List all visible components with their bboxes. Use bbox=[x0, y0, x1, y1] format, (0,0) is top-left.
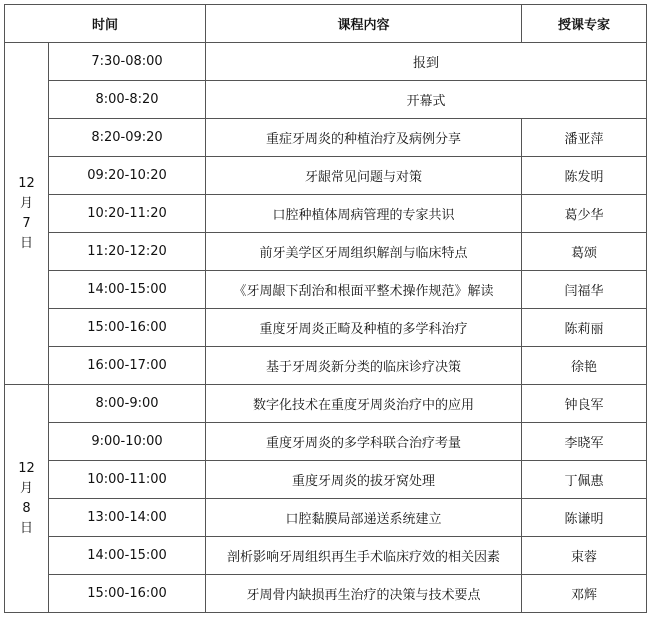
table-row bbox=[5, 43, 647, 81]
speaker-cell: 潘亚萍 bbox=[522, 119, 647, 157]
time-cell: 11:20-12:20 bbox=[49, 233, 206, 271]
table-row bbox=[5, 461, 647, 499]
course-cell: 《牙周龈下刮治和根面平整术操作规范》解读 bbox=[206, 271, 522, 309]
table-row bbox=[5, 233, 647, 271]
course-cell: 开幕式 bbox=[206, 81, 647, 119]
time-cell: 16:00-17:00 bbox=[49, 347, 206, 385]
time-cell: 09:20-10:20 bbox=[49, 157, 206, 195]
speaker-cell: 葛颂 bbox=[522, 233, 647, 271]
speaker-cell: 闫福华 bbox=[522, 271, 647, 309]
header-course: 课程内容 bbox=[206, 5, 522, 43]
speaker-cell: 束蓉 bbox=[522, 537, 647, 575]
speaker-cell: 丁佩惠 bbox=[522, 461, 647, 499]
table-row bbox=[5, 385, 647, 423]
time-cell: 10:00-11:00 bbox=[49, 461, 206, 499]
course-cell: 剖析影响牙周组织再生手术临床疗效的相关因素 bbox=[206, 537, 522, 575]
course-cell: 报到 bbox=[206, 43, 647, 81]
course-cell: 重症牙周炎的种植治疗及病例分享 bbox=[206, 119, 522, 157]
time-cell: 8:00-9:00 bbox=[49, 385, 206, 423]
header-speaker: 授课专家 bbox=[522, 5, 647, 43]
time-cell: 10:20-11:20 bbox=[49, 195, 206, 233]
time-cell: 15:00-16:00 bbox=[49, 575, 206, 613]
course-cell: 重度牙周炎的多学科联合治疗考量 bbox=[206, 423, 522, 461]
time-cell: 8:00-8:20 bbox=[49, 81, 206, 119]
course-cell: 基于牙周炎新分类的临床诊疗决策 bbox=[206, 347, 522, 385]
day-label-dec7: 12 月 7 日 bbox=[5, 43, 49, 385]
time-cell: 9:00-10:00 bbox=[49, 423, 206, 461]
table-row bbox=[5, 271, 647, 309]
course-cell: 口腔种植体周病管理的专家共识 bbox=[206, 195, 522, 233]
course-cell: 重度牙周炎正畸及种植的多学科治疗 bbox=[206, 309, 522, 347]
course-cell: 口腔黏膜局部递送系统建立 bbox=[206, 499, 522, 537]
table-row bbox=[5, 81, 647, 119]
speaker-cell: 徐艳 bbox=[522, 347, 647, 385]
header-row bbox=[5, 5, 647, 43]
table-row bbox=[5, 537, 647, 575]
time-cell: 7:30-08:00 bbox=[49, 43, 206, 81]
course-cell: 牙龈常见问题与对策 bbox=[206, 157, 522, 195]
speaker-cell: 陈莉丽 bbox=[522, 309, 647, 347]
time-cell: 15:00-16:00 bbox=[49, 309, 206, 347]
table-row bbox=[5, 157, 647, 195]
course-cell: 前牙美学区牙周组织解剖与临床特点 bbox=[206, 233, 522, 271]
speaker-cell: 陈发明 bbox=[522, 157, 647, 195]
table-row bbox=[5, 119, 647, 157]
day-label-dec8: 12 月 8 日 bbox=[5, 385, 49, 613]
speaker-cell: 葛少华 bbox=[522, 195, 647, 233]
speaker-cell: 陈谦明 bbox=[522, 499, 647, 537]
header-time: 时间 bbox=[5, 5, 206, 43]
time-cell: 13:00-14:00 bbox=[49, 499, 206, 537]
table-row bbox=[5, 309, 647, 347]
time-cell: 8:20-09:20 bbox=[49, 119, 206, 157]
time-cell: 14:00-15:00 bbox=[49, 537, 206, 575]
table-row bbox=[5, 423, 647, 461]
table-row bbox=[5, 347, 647, 385]
table-row bbox=[5, 575, 647, 613]
course-cell: 牙周骨内缺损再生治疗的决策与技术要点 bbox=[206, 575, 522, 613]
speaker-cell: 钟良军 bbox=[522, 385, 647, 423]
course-cell: 数字化技术在重度牙周炎治疗中的应用 bbox=[206, 385, 522, 423]
speaker-cell: 李晓军 bbox=[522, 423, 647, 461]
speaker-cell: 邓辉 bbox=[522, 575, 647, 613]
table-row bbox=[5, 195, 647, 233]
schedule-table bbox=[4, 4, 647, 613]
course-cell: 重度牙周炎的拔牙窝处理 bbox=[206, 461, 522, 499]
time-cell: 14:00-15:00 bbox=[49, 271, 206, 309]
table-row bbox=[5, 499, 647, 537]
